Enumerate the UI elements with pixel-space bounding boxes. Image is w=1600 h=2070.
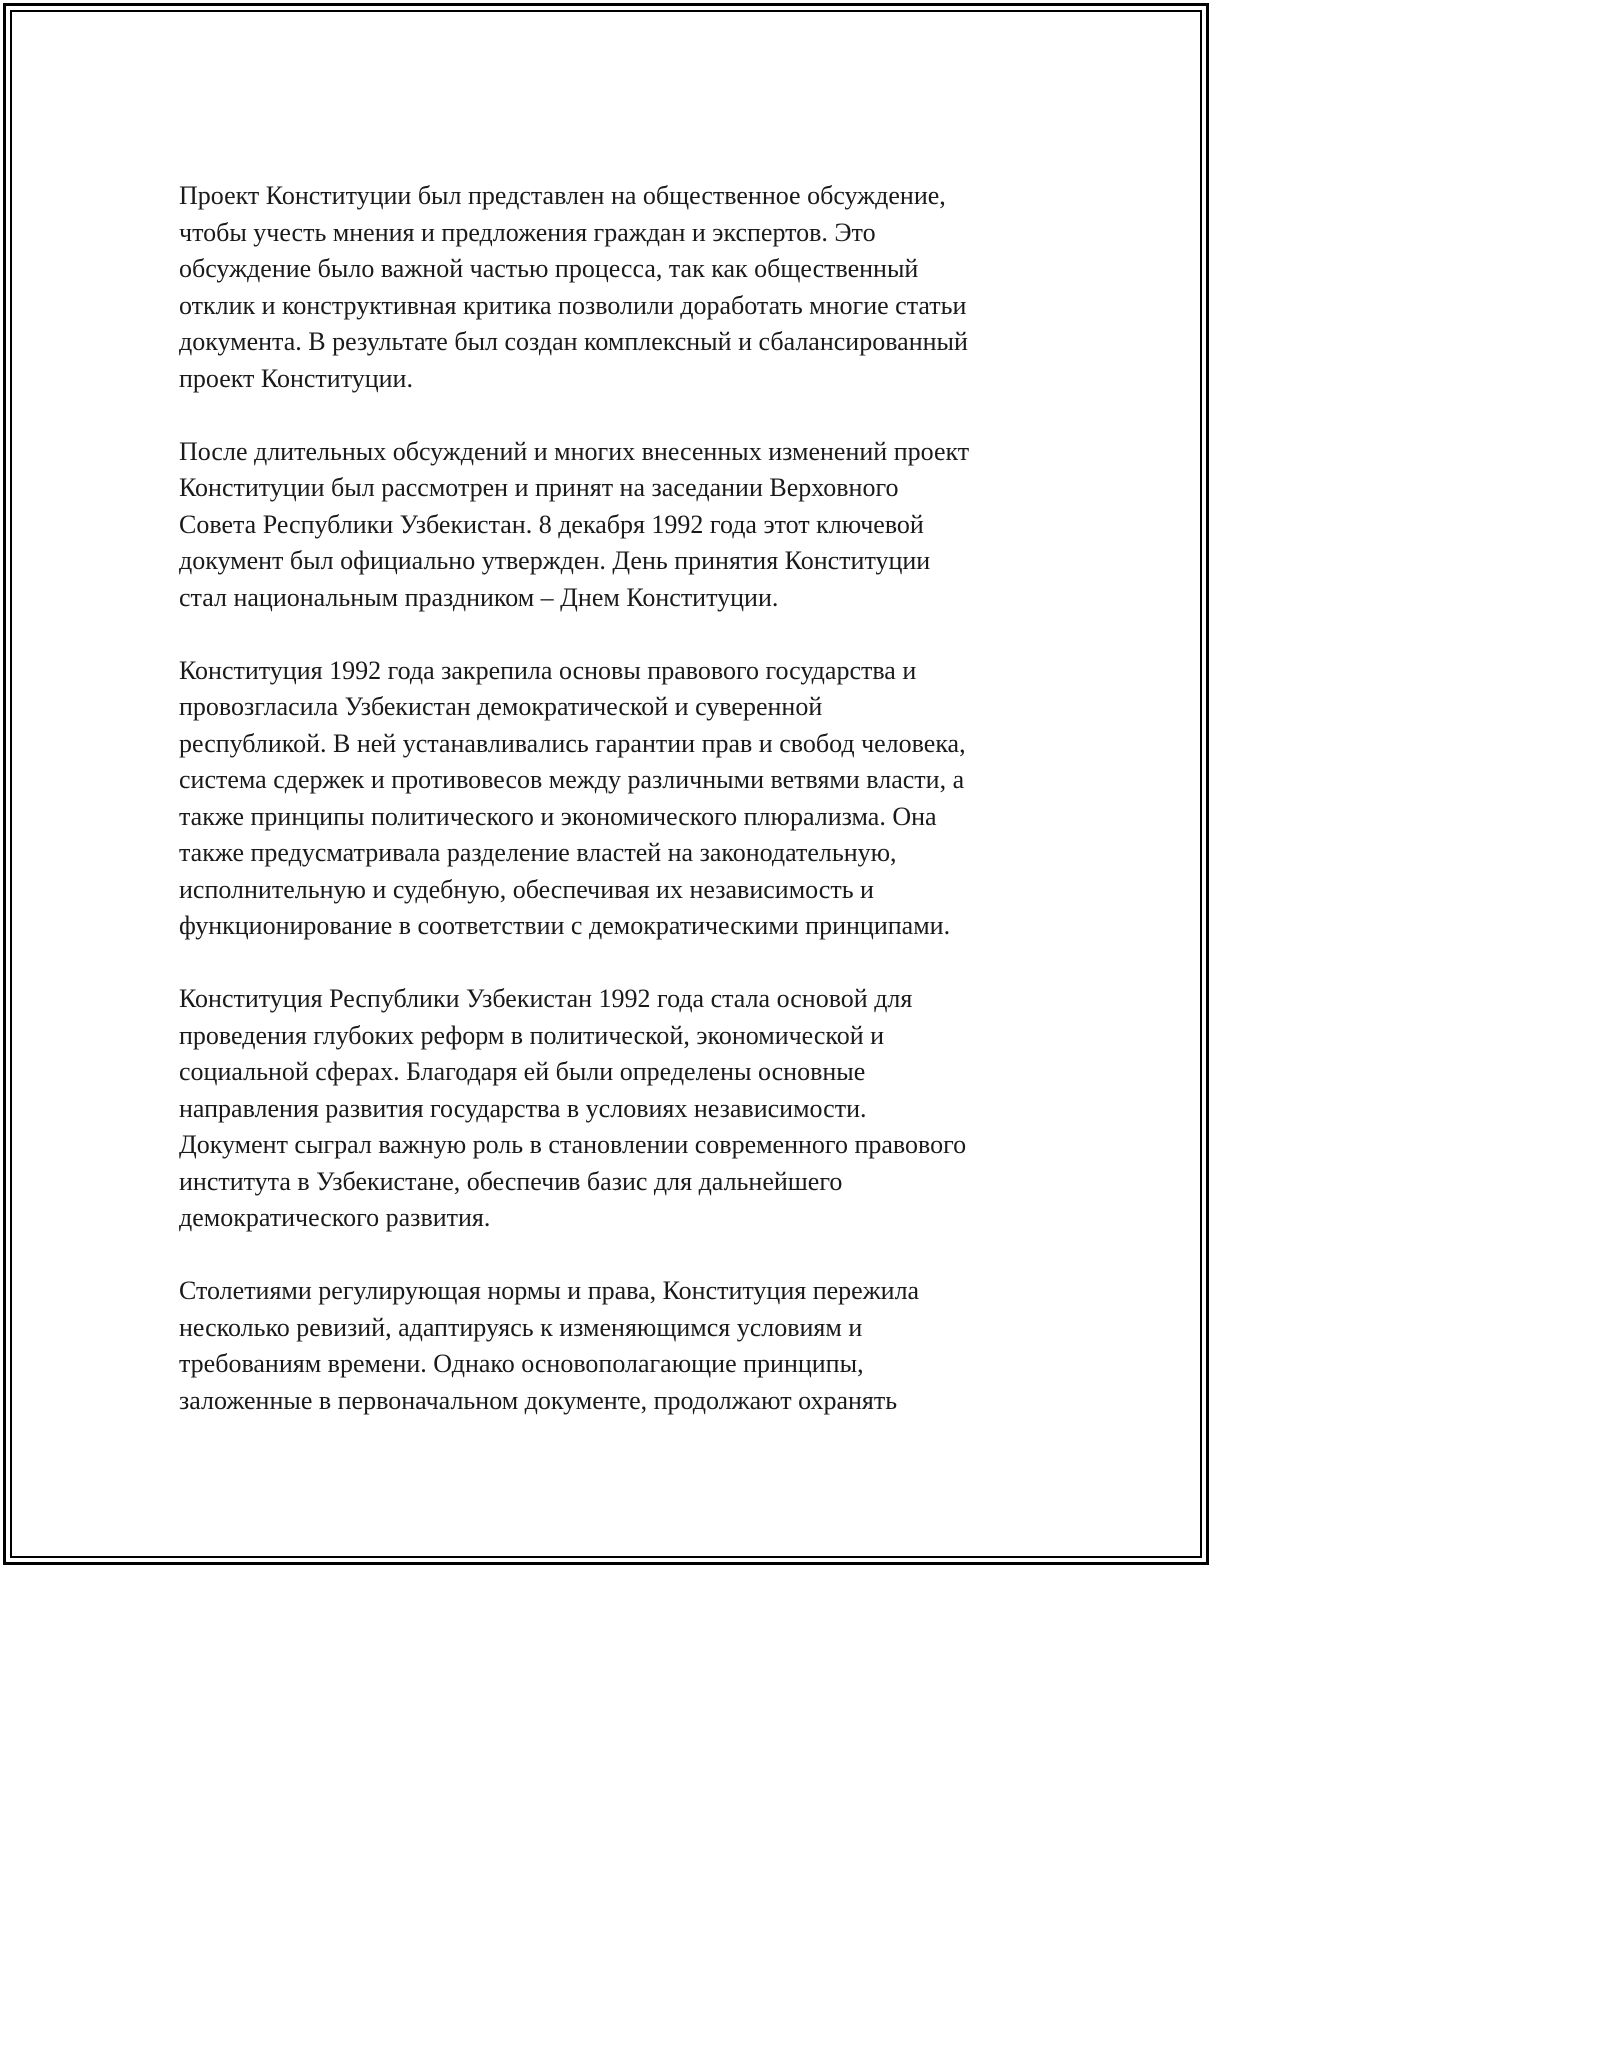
paragraph-line: несколько ревизий, адаптируясь к изменяющимся условиям и bbox=[179, 1312, 863, 1342]
paragraph-line: направления развития государства в условиях независимости. bbox=[179, 1093, 867, 1123]
paragraph-line: система сдержек и противовесов между различными ветвями власти, а bbox=[179, 765, 965, 794]
paragraph-5 bbox=[179, 1273, 1079, 1419]
paragraph-1 bbox=[179, 178, 1079, 397]
paragraph-line: функционирование в соответствии с демократическими принципами. bbox=[179, 911, 951, 940]
paragraph-line: После длительных обсуждений и многих внесенных изменений проект bbox=[179, 436, 970, 466]
paragraph-line: провозгласила Узбекистан демократической и суверенной bbox=[179, 692, 823, 721]
paragraph-line: требованиям времени. Однако основополагающие принципы, bbox=[179, 1349, 864, 1378]
paragraph-line: отклик и конструктивная критика позволили доработать многие статьи bbox=[179, 290, 967, 320]
paragraph-line: проект Конституции. bbox=[179, 363, 413, 393]
paragraph-line: республикой. В ней устанавливались гарантии прав и свобод человека, bbox=[179, 728, 966, 758]
paragraph-line: стал национальным праздником – Днем Конституции. bbox=[179, 582, 779, 612]
paragraph-line: Конституции был рассмотрен и принят на заседании Верховного bbox=[179, 473, 899, 502]
paragraph-line: социальной сферах. Благодаря ей были определены основные bbox=[179, 1057, 866, 1086]
document-body bbox=[179, 178, 1079, 1456]
paragraph-line: чтобы учесть мнения и предложения граждан и экспертов. Это bbox=[179, 217, 876, 247]
paragraph-4 bbox=[179, 981, 1079, 1237]
paragraph-line: исполнительную и судебную, обеспечивая их независимость и bbox=[179, 874, 874, 904]
paragraph-line: также принципы политического и экономического плюрализма. Она bbox=[179, 801, 937, 831]
paragraph-line: Совета Республики Узбекистан. 8 декабря 1992 года этот ключевой bbox=[179, 509, 924, 539]
paragraph-line: Столетиями регулирующая нормы и права, Конституция пережила bbox=[179, 1276, 920, 1305]
paragraph-line: обсуждение было важной частью процесса, так как общественный bbox=[179, 254, 919, 283]
paragraph-2 bbox=[179, 434, 1079, 617]
paragraph-line: института в Узбекистане, обеспечив базис для дальнейшего bbox=[179, 1166, 843, 1196]
paragraph-line: Проект Конституции был представлен на общественное обсуждение, bbox=[179, 181, 946, 210]
paragraph-line: проведения глубоких реформ в политической, экономической и bbox=[179, 1020, 885, 1050]
paragraph-line: Документ сыграл важную роль в становлении современного правового bbox=[179, 1130, 967, 1159]
paragraph-3 bbox=[179, 653, 1079, 945]
paragraph-line: документ был официально утвержден. День принятия Конституции bbox=[179, 546, 931, 575]
paragraph-line: Конституция 1992 года закрепила основы правового государства и bbox=[179, 655, 917, 685]
paragraph-line: документа. В результате был создан комплексный и сбалансированный bbox=[179, 327, 968, 356]
paragraph-line: демократического развития. bbox=[179, 1203, 491, 1232]
paragraph-line: заложенные в первоначальном документе, продолжают охранять bbox=[179, 1385, 898, 1415]
paragraph-line: также предусматривала разделение властей на законодательную, bbox=[179, 838, 897, 867]
paragraph-line: Конституция Республики Узбекистан 1992 года стала основой для bbox=[179, 984, 913, 1013]
